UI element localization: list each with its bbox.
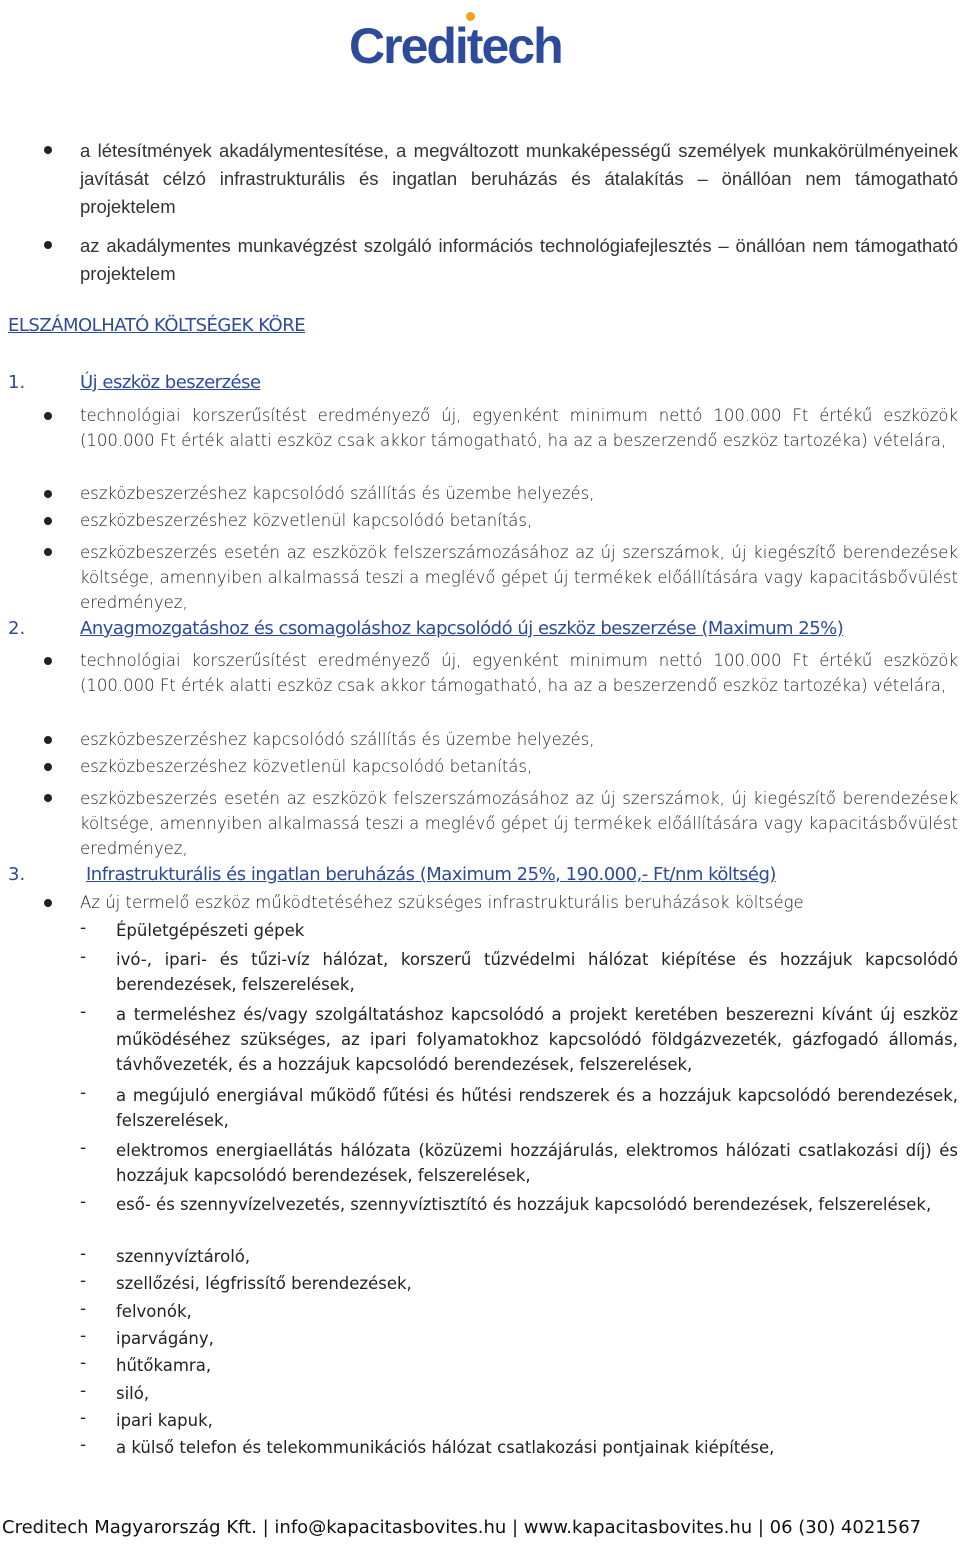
logo-text: Creditech [349,18,562,74]
dash-marker: - [80,918,87,938]
s1-bullet-3: eszközbeszerzéshez közvetlenül kapcsolódó betanítás, [80,511,533,530]
s3-item-11: hűtőkamra, [116,1356,212,1375]
bullet-marker [44,490,52,498]
s3-item-4: a megújuló energiával működő fűtési és hűtési rendszerek és a hozzájuk kapcsolódó berendezések, felszerelések, [116,1086,958,1130]
s2-bullet-2: eszközbeszerzéshez kapcsolódó szállítás és üzembe helyezés, [80,730,595,749]
s2-bullet-1: technológiai korszerűsítést eredményező új, egyenként minimum nettó 100.000 Ft értékű eszközök (100.000 Ft érték alatti eszköz csak akkor támogatható, ha az a beszerzendő eszköz tartozéka) vételára, [80,651,958,695]
bullet-marker [44,657,52,665]
dash-marker: - [80,1138,87,1158]
dash-marker: - [80,1083,87,1103]
dash-marker: - [80,1192,87,1212]
dash-marker: - [80,1408,87,1428]
bullet-marker [44,763,52,771]
dash-marker: - [80,1326,87,1346]
s2-bullet-3: eszközbeszerzéshez közvetlenül kapcsolódó betanítás, [80,757,533,776]
s3-item-2: ivó-, ipari- és tűzi-víz hálózat, korszerű tűzvédelmi hálózat kiépítése és hozzájuk kapcsolódó berendezések, felszerelések, [116,950,958,994]
section-2-number: 2. [8,618,26,639]
s3-item-5: elektromos energiaellátás hálózata (közüzemi hozzájárulás, elektromos hálózati csatlakozási díj) és hozzájuk kapcsolódó berendezések, felszerelések, [116,1141,958,1185]
creditech-logo [349,10,589,74]
s3-item-6: eső- és szennyvízelvezetés, szennyvíztisztító és hozzájuk kapcsolódó berendezések, felszerelések, [116,1195,932,1214]
section-title: ELSZÁMOLHATÓ KÖLTSÉGEK KÖRE [8,315,306,336]
s3-item-12: siló, [116,1384,150,1403]
bullet-marker [44,517,52,525]
s1-bullet-4: eszközbeszerzés esetén az eszközök felszerszámozásához az új szerszámok, új kiegészítő berendezések költsége, amennyiben alkalmassá teszi a meglévő gépet új termékek előállítására vagy kapacitásbővülést eredményez, [80,543,958,612]
dash-marker: - [80,1381,87,1401]
dash-marker: - [80,1244,87,1264]
bullet-marker [44,548,52,556]
section-3-number: 3. [8,864,26,885]
intro-bullet-1: a létesítmények akadálymentesítése, a megváltozott munkaképességű személyek munkakörülményeinek javítását célzó infrastrukturális és ingatlan beruházás és átalakítás – önállóan nem támogatható projektelem [80,140,958,217]
bullet-marker [44,146,52,154]
s3-item-10: iparvágány, [116,1329,214,1348]
s3-bullet-1: Az új termelő eszköz működtetéséhez szükséges infrastrukturális beruházások költsége [80,893,804,912]
s3-item-1: Épületgépészeti gépek [116,921,305,940]
s3-item-8: szellőzési, légfrissítő berendezések, [116,1274,412,1293]
dash-marker: - [80,947,87,967]
section-1-number: 1. [8,372,26,393]
bullet-marker [44,794,52,802]
s3-item-14: a külső telefon és telekommunikációs hálózat csatlakozási pontjainak kiépítése, [116,1438,775,1457]
s3-item-3: a termeléshez és/vagy szolgáltatáshoz kapcsolódó a projekt keretében beszerezni kívánt új eszköz működéséhez szükséges, az ipari folyamatokhoz kapcsolódó földgázvezeték, gázfogadó állomás, távhővezeték, és a hozzájuk kapcsolódó berendezések, felszerelések, [116,1005,958,1074]
intro-bullet-2: az akadálymentes munkavégzést szolgáló információs technológiafejlesztés – önállóan nem támogatható projektelem [80,235,958,284]
dash-marker: - [80,1002,87,1022]
dash-marker: - [80,1353,87,1373]
bullet-marker [44,241,52,249]
bullet-marker [44,412,52,420]
bullet-marker [44,899,52,907]
section-1-title: Új eszköz beszerzése [80,372,261,393]
s1-bullet-2: eszközbeszerzéshez kapcsolódó szállítás és üzembe helyezés, [80,484,595,503]
dash-marker: - [80,1299,87,1319]
section-2-title: Anyagmozgatáshoz és csomagoláshoz kapcsolódó új eszköz beszerzése (Maximum 25%) [80,618,844,639]
bullet-marker [44,736,52,744]
page-footer: Creditech Magyarország Kft. | info@kapacitasbovites.hu | www.kapacitasbovites.hu | 06 (30) 4021567 [2,1517,922,1538]
s3-item-13: ipari kapuk, [116,1411,213,1430]
s3-item-7: szennyvíztároló, [116,1247,251,1266]
dash-marker: - [80,1271,87,1291]
s3-item-9: felvonók, [116,1302,192,1321]
section-3-title: Infrastrukturális és ingatlan beruházás (Maximum 25%, 190.000,- Ft/nm költség) [86,864,776,885]
s1-bullet-1: technológiai korszerűsítést eredményező új, egyenként minimum nettó 100.000 Ft értékű eszközök (100.000 Ft érték alatti eszköz csak akkor támogatható, ha az a beszerzendő eszköz tartozéka) vételára, [80,406,958,450]
dash-marker: - [80,1435,87,1455]
s2-bullet-4: eszközbeszerzés esetén az eszközök felszerszámozásához az új szerszámok, új kiegészítő berendezések költsége, amennyiben alkalmassá teszi a meglévő gépet új termékek előállítására vagy kapacitásbővülést eredményez, [80,789,958,858]
